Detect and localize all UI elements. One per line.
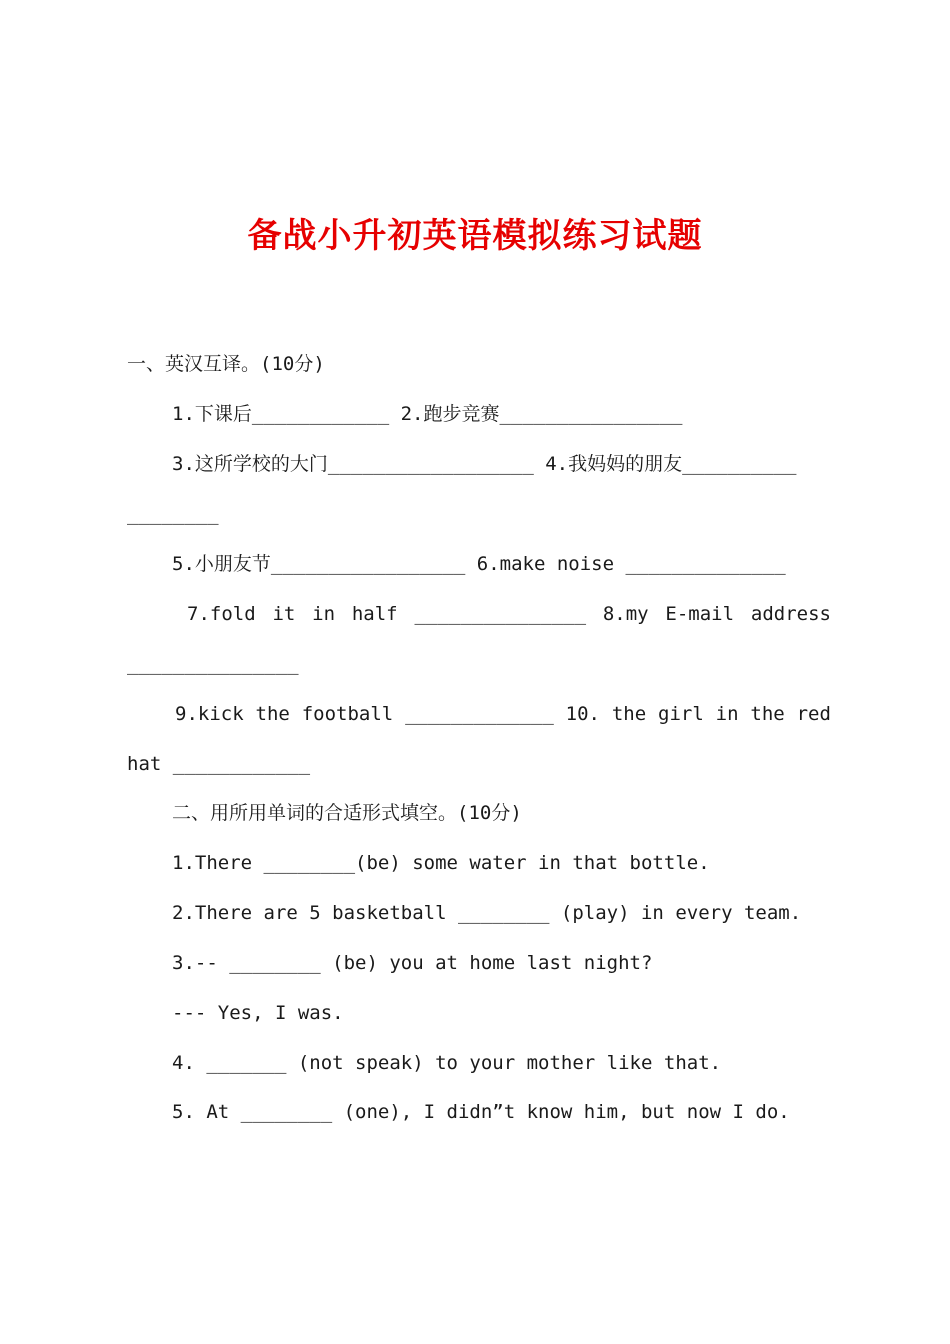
word: the bbox=[255, 703, 290, 725]
word: E-mail bbox=[665, 603, 735, 625]
section2-heading: 二、用所用单词的合适形式填空。(10分) bbox=[172, 802, 522, 824]
word: 8.my bbox=[602, 603, 649, 625]
section2-question-3: 3.-- ________ (be) you at home last night? bbox=[172, 952, 653, 974]
word: 10. bbox=[565, 703, 600, 725]
answer-blank: _____________ bbox=[405, 703, 554, 725]
section1-line1: 1.下课后____________ 2.跑步竞赛________________ bbox=[172, 403, 683, 425]
section2-question-3-answer: --- Yes, I was. bbox=[172, 1002, 344, 1024]
section2-question-1: 1.There ________(be) some water in that bottle. bbox=[172, 852, 710, 874]
section2-question-4: 4. _______ (not speak) to your mother like that. bbox=[172, 1052, 722, 1074]
section1-line2: 3.这所学校的大门__________________ 4.我妈妈的朋友__________ bbox=[172, 453, 797, 475]
section1-line3: 5.小朋友节_________________ 6.make noise ______________ bbox=[172, 553, 786, 575]
section1-line2-continuation: ________ bbox=[127, 503, 219, 525]
word: in bbox=[715, 703, 739, 725]
page-title: 备战小升初英语模拟练习试题 bbox=[247, 216, 703, 256]
word: half bbox=[351, 603, 398, 625]
word: address bbox=[750, 603, 831, 625]
section2-question-2: 2.There are 5 basketball ________ (play) in every team. bbox=[172, 902, 802, 924]
section2-question-5: 5. At ________ (one), I didn”t know him, but now I do. bbox=[172, 1101, 790, 1123]
section1-line5-continuation: hat ____________ bbox=[127, 753, 311, 775]
word: in bbox=[312, 603, 336, 625]
section1-line4-continuation: _______________ bbox=[127, 653, 299, 675]
word: 7.fold bbox=[187, 603, 256, 625]
word: girl bbox=[658, 703, 704, 725]
section1-heading: 一、英汉互译。(10分) bbox=[127, 353, 325, 375]
answer-blank: _______________ bbox=[414, 603, 587, 625]
word: it bbox=[272, 603, 296, 625]
word: the bbox=[611, 703, 647, 725]
word: football bbox=[301, 703, 394, 725]
section1-line5 bbox=[175, 702, 831, 726]
section1-line4 bbox=[187, 602, 831, 626]
word: the bbox=[750, 703, 785, 725]
word: 9.kick bbox=[175, 703, 244, 725]
word: red bbox=[796, 703, 831, 725]
